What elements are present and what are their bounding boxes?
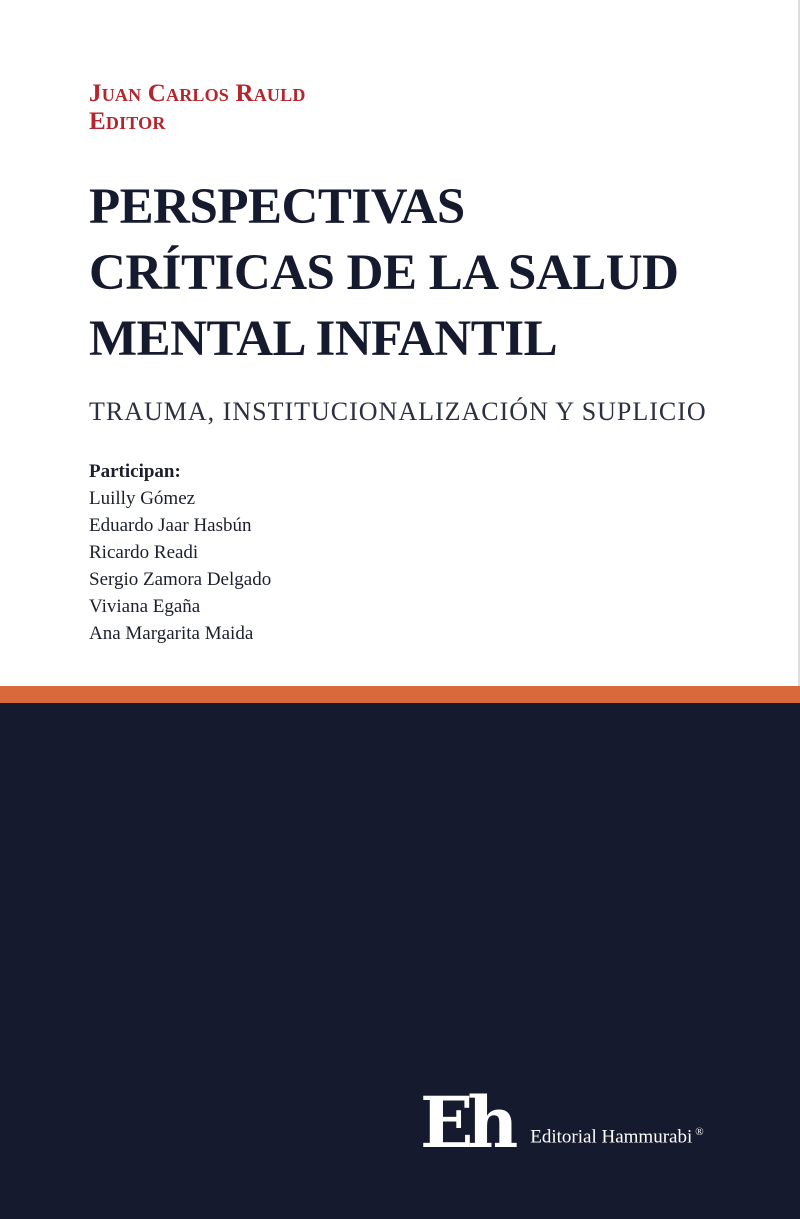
- participant-name: Eduardo Jaar Hasbún: [89, 515, 252, 536]
- publisher-block: [420, 1081, 704, 1164]
- participants-list: [89, 485, 271, 647]
- participant-name: Ricardo Readi: [89, 542, 199, 563]
- participants-block: [89, 458, 271, 647]
- editor-role: Editor: [89, 108, 166, 135]
- publisher-name: Editorial Hammurabi: [530, 1126, 693, 1147]
- editor-name: Juan Carlos Rauld: [89, 80, 306, 107]
- book-title: [89, 174, 769, 372]
- title-line: PERSPECTIVAS: [89, 179, 465, 235]
- participant-name: Sergio Zamora Delgado: [89, 569, 272, 590]
- accent-stripe: [0, 686, 800, 703]
- participants-heading: Participan:: [89, 461, 181, 482]
- participant-name: Viviana Egaña: [89, 596, 201, 617]
- title-line: CRÍTICAS DE LA SALUD: [89, 245, 679, 301]
- editor-block: [89, 80, 306, 136]
- title-line: MENTAL INFANTIL: [89, 311, 558, 367]
- publisher-name-wrap: [530, 1121, 703, 1148]
- registered-trademark-icon: ®: [695, 1125, 704, 1138]
- book-subtitle: TRAUMA, INSTITUCIONALIZACIÓN Y SUPLICIO: [89, 397, 707, 426]
- participant-name: Ana Margarita Maida: [89, 623, 254, 644]
- publisher-logo: Eh: [420, 1081, 513, 1164]
- participant-name: Luilly Gómez: [89, 488, 196, 509]
